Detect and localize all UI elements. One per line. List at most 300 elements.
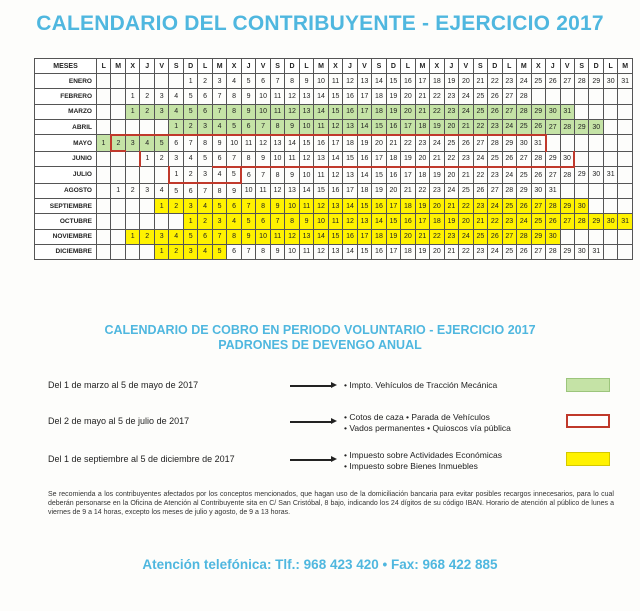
day-cell: 2 [125, 183, 139, 199]
weekday-header: V [459, 59, 473, 74]
day-cell: 15 [357, 244, 371, 259]
day-cell: 17 [415, 214, 429, 229]
legend-swatch-red-outline [566, 414, 610, 428]
day-cell: 16 [328, 183, 342, 199]
day-cell: 8 [227, 89, 241, 104]
day-cell: 9 [227, 183, 241, 199]
empty-cell [603, 183, 617, 199]
weekday-header: L [603, 59, 617, 74]
day-cell: 13 [343, 167, 357, 183]
weekday-header: D [183, 59, 197, 74]
empty-cell [140, 74, 154, 89]
day-cell: 5 [212, 199, 226, 214]
subtitle-line-2: PADRONES DE DEVENGO ANUAL [218, 338, 422, 352]
day-cell: 11 [256, 183, 270, 199]
day-cell: 11 [270, 229, 284, 244]
day-cell: 7 [212, 229, 226, 244]
schedule-range: Del 2 de mayo al 5 de julio de 2017 [48, 416, 190, 426]
day-cell: 10 [270, 151, 284, 167]
day-cell: 3 [125, 135, 139, 151]
day-cell: 16 [357, 151, 371, 167]
day-cell: 27 [488, 183, 502, 199]
day-cell: 17 [328, 135, 342, 151]
day-cell: 24 [502, 167, 516, 183]
day-cell: 7 [270, 74, 284, 89]
day-cell: 7 [241, 199, 255, 214]
day-cell: 16 [314, 135, 328, 151]
day-cell: 18 [430, 214, 444, 229]
day-cell: 19 [430, 119, 444, 135]
day-cell: 9 [270, 199, 284, 214]
day-cell: 15 [328, 89, 342, 104]
day-cell: 2 [154, 151, 168, 167]
empty-cell [546, 135, 560, 151]
day-cell: 7 [256, 119, 270, 135]
arrow-right-icon [290, 459, 332, 461]
empty-cell [125, 119, 139, 135]
empty-cell [111, 167, 125, 183]
day-cell: 5 [183, 229, 197, 244]
day-cell: 14 [314, 229, 328, 244]
weekday-header: S [169, 59, 183, 74]
month-row [35, 229, 633, 244]
day-cell: 26 [546, 214, 560, 229]
day-cell: 19 [386, 104, 400, 119]
month-row [35, 167, 633, 183]
day-cell: 28 [560, 119, 574, 135]
day-cell: 4 [169, 104, 183, 119]
day-cell: 26 [502, 151, 516, 167]
weekday-header: M [517, 59, 531, 74]
schedule-range: Del 1 de marzo al 5 de mayo de 2017 [48, 380, 199, 390]
month-row [35, 151, 633, 167]
day-cell: 14 [314, 104, 328, 119]
day-cell: 24 [488, 244, 502, 259]
day-cell: 15 [314, 183, 328, 199]
month-name: JULIO [35, 167, 97, 183]
month-name: MARZO [35, 104, 97, 119]
day-cell: 10 [314, 74, 328, 89]
day-cell: 17 [372, 151, 386, 167]
day-cell: 20 [401, 89, 415, 104]
day-cell: 14 [343, 199, 357, 214]
schedule-row-hunting [0, 412, 640, 456]
day-cell: 18 [386, 151, 400, 167]
day-cell: 1 [183, 214, 197, 229]
day-cell: 3 [154, 229, 168, 244]
day-cell: 3 [140, 183, 154, 199]
day-cell: 11 [314, 119, 328, 135]
month-row [35, 104, 633, 119]
day-cell: 17 [357, 104, 371, 119]
day-cell: 15 [386, 74, 400, 89]
day-cell: 14 [357, 119, 371, 135]
weekday-header: V [256, 59, 270, 74]
contact-phone-fax: Atención telefónica: Tlf.: 968 423 420 • Fax: 968 422 885 [142, 557, 498, 572]
empty-cell [111, 89, 125, 104]
day-cell: 7 [227, 151, 241, 167]
empty-cell [154, 214, 168, 229]
day-cell: 15 [299, 135, 313, 151]
day-cell: 5 [183, 89, 197, 104]
day-cell: 11 [328, 74, 342, 89]
day-cell: 17 [401, 167, 415, 183]
schedule-item: • Impuesto sobre Bienes Inmuebles [344, 461, 478, 471]
day-cell: 25 [444, 135, 458, 151]
empty-cell [97, 244, 111, 259]
month-name: SEPTIEMBRE [35, 199, 97, 214]
weekday-header: V [357, 59, 371, 74]
day-cell: 9 [241, 104, 255, 119]
empty-cell [574, 151, 588, 167]
day-cell: 19 [386, 229, 400, 244]
weekday-header: X [328, 59, 342, 74]
day-cell: 6 [198, 89, 212, 104]
empty-cell [97, 119, 111, 135]
day-cell: 8 [256, 199, 270, 214]
day-cell: 2 [111, 135, 125, 151]
weekday-header: M [618, 59, 632, 74]
weekday-header: L [97, 59, 111, 74]
month-name: NOVIEMBRE [35, 229, 97, 244]
day-cell: 11 [270, 89, 284, 104]
day-cell: 23 [473, 244, 487, 259]
day-cell: 9 [285, 167, 299, 183]
day-cell: 18 [401, 244, 415, 259]
empty-cell [574, 183, 588, 199]
day-cell: 31 [618, 214, 632, 229]
empty-cell [140, 119, 154, 135]
day-cell: 6 [256, 74, 270, 89]
day-cell: 5 [212, 244, 226, 259]
empty-cell [125, 151, 139, 167]
day-cell: 8 [270, 167, 284, 183]
empty-cell [97, 214, 111, 229]
day-cell: 25 [531, 214, 545, 229]
day-cell: 9 [285, 119, 299, 135]
month-row [35, 244, 633, 259]
day-cell: 27 [560, 74, 574, 89]
day-cell: 30 [546, 104, 560, 119]
empty-cell [140, 167, 154, 183]
day-cell: 27 [560, 214, 574, 229]
day-cell: 2 [183, 167, 197, 183]
day-cell: 19 [415, 244, 429, 259]
day-cell: 30 [546, 229, 560, 244]
day-cell: 16 [372, 199, 386, 214]
day-cell: 28 [546, 199, 560, 214]
day-cell: 16 [401, 214, 415, 229]
day-cell: 23 [502, 74, 516, 89]
day-cell: 20 [444, 119, 458, 135]
weekday-header: J [140, 59, 154, 74]
day-cell: 20 [459, 74, 473, 89]
legend-swatch-yellow [566, 452, 610, 466]
day-cell: 20 [401, 104, 415, 119]
day-cell: 4 [183, 151, 197, 167]
day-cell: 6 [241, 119, 255, 135]
day-cell: 6 [198, 229, 212, 244]
day-cell: 30 [517, 135, 531, 151]
day-cell: 31 [531, 135, 545, 151]
weekday-header: X [125, 59, 139, 74]
schedule-item: • Impto. Vehículos de Tracción Mecánica [344, 380, 498, 390]
day-cell: 16 [343, 229, 357, 244]
empty-cell [140, 244, 154, 259]
day-cell: 27 [502, 104, 516, 119]
empty-cell [603, 119, 617, 135]
weekday-header: J [546, 59, 560, 74]
day-cell: 19 [401, 151, 415, 167]
month-row [35, 119, 633, 135]
day-cell: 26 [459, 135, 473, 151]
day-cell: 20 [386, 183, 400, 199]
day-cell: 16 [386, 119, 400, 135]
empty-cell [111, 74, 125, 89]
day-cell: 26 [488, 104, 502, 119]
empty-cell [589, 89, 603, 104]
day-cell: 8 [212, 183, 226, 199]
day-cell: 15 [328, 104, 342, 119]
page-title: CALENDARIO DEL CONTRIBUYENTE - EJERCICIO 2017 [36, 12, 604, 35]
day-cell: 22 [473, 167, 487, 183]
day-cell: 2 [198, 74, 212, 89]
day-cell: 19 [357, 135, 371, 151]
day-cell: 7 [212, 89, 226, 104]
day-cell: 18 [415, 167, 429, 183]
day-cell: 30 [574, 199, 588, 214]
empty-cell [560, 89, 574, 104]
day-cell: 21 [473, 214, 487, 229]
day-cell: 9 [299, 214, 313, 229]
day-cell: 26 [488, 229, 502, 244]
day-cell: 1 [125, 89, 139, 104]
day-cell: 29 [574, 119, 588, 135]
day-cell: 12 [314, 199, 328, 214]
empty-cell [169, 214, 183, 229]
day-cell: 3 [198, 119, 212, 135]
day-cell: 3 [169, 151, 183, 167]
day-cell: 29 [531, 229, 545, 244]
day-cell: 27 [546, 167, 560, 183]
day-cell: 24 [444, 183, 458, 199]
day-cell: 7 [256, 167, 270, 183]
day-cell: 26 [488, 89, 502, 104]
month-name: AGOSTO [35, 183, 97, 199]
day-cell: 23 [488, 167, 502, 183]
day-cell: 29 [560, 244, 574, 259]
day-cell: 27 [531, 199, 545, 214]
schedule-item: • Cotos de caza • Parada de Vehículos [344, 412, 490, 422]
day-cell: 17 [386, 199, 400, 214]
empty-cell [589, 199, 603, 214]
weekday-header: D [488, 59, 502, 74]
day-cell: 30 [574, 244, 588, 259]
day-cell: 26 [517, 244, 531, 259]
day-cell: 8 [227, 104, 241, 119]
weekday-header: M [111, 59, 125, 74]
day-cell: 10 [256, 89, 270, 104]
day-cell: 8 [241, 151, 255, 167]
day-cell: 4 [154, 183, 168, 199]
day-cell: 3 [183, 244, 197, 259]
day-cell: 25 [502, 244, 516, 259]
empty-cell [125, 74, 139, 89]
day-cell: 22 [430, 104, 444, 119]
day-cell: 6 [169, 135, 183, 151]
empty-cell [618, 135, 632, 151]
empty-cell [111, 119, 125, 135]
day-cell: 12 [343, 214, 357, 229]
day-cell: 7 [270, 214, 284, 229]
month-name: ABRIL [35, 119, 97, 135]
day-cell: 12 [343, 74, 357, 89]
day-cell: 23 [473, 199, 487, 214]
day-cell: 22 [488, 214, 502, 229]
empty-cell [97, 151, 111, 167]
day-cell: 19 [430, 167, 444, 183]
weekday-header: S [270, 59, 284, 74]
empty-cell [97, 167, 111, 183]
weekday-header: M [212, 59, 226, 74]
day-cell: 27 [502, 89, 516, 104]
arrow-right-icon [290, 385, 332, 387]
day-cell: 5 [183, 104, 197, 119]
empty-cell [111, 229, 125, 244]
day-cell: 23 [488, 119, 502, 135]
day-cell: 13 [270, 135, 284, 151]
day-cell: 3 [154, 104, 168, 119]
day-cell: 18 [343, 135, 357, 151]
day-cell: 11 [299, 244, 313, 259]
day-cell: 11 [328, 214, 342, 229]
day-cell: 17 [357, 89, 371, 104]
day-cell: 28 [560, 167, 574, 183]
day-cell: 21 [473, 74, 487, 89]
schedule-range: Del 1 de septiembre al 5 de diciembre de 2017 [48, 454, 235, 464]
calendar-header-row [35, 59, 633, 74]
day-cell: 4 [169, 89, 183, 104]
day-cell: 21 [415, 89, 429, 104]
day-cell: 30 [531, 183, 545, 199]
weekday-header: M [415, 59, 429, 74]
day-cell: 20 [444, 167, 458, 183]
day-cell: 8 [285, 214, 299, 229]
day-cell: 1 [154, 199, 168, 214]
day-cell: 15 [343, 151, 357, 167]
month-row [35, 74, 633, 89]
recommendation-note: Se recomienda a los contribuyentes afectados por los conceptos mencionados, que hagan uso de la domiciliación bancaria para evitar posibles recargos innecesarios, para lo cual deberán personarse en la Oficina de Atención al Contribuyente sita en C/ San Cristóbal, 8 bajo, indicando los 24 dígitos de su código IBAN. Horario de atención al público de lunes a viernes de 9 a 14 horas, excepto los meses de julio y agosto, de 9 a 13 horas. [48, 491, 614, 516]
day-cell: 11 [314, 167, 328, 183]
empty-cell [574, 229, 588, 244]
day-cell: 6 [212, 151, 226, 167]
day-cell: 14 [314, 89, 328, 104]
empty-cell [154, 167, 168, 183]
day-cell: 28 [531, 151, 545, 167]
day-cell: 23 [502, 214, 516, 229]
empty-cell [574, 89, 588, 104]
weekday-header: V [560, 59, 574, 74]
empty-cell [618, 104, 632, 119]
day-cell: 16 [401, 74, 415, 89]
weekday-header: D [589, 59, 603, 74]
month-row [35, 199, 633, 214]
day-cell: 20 [372, 135, 386, 151]
day-cell: 25 [488, 151, 502, 167]
day-cell: 12 [270, 183, 284, 199]
month-row [35, 214, 633, 229]
day-cell: 13 [285, 183, 299, 199]
empty-cell [169, 74, 183, 89]
day-cell: 28 [574, 214, 588, 229]
day-cell: 12 [285, 229, 299, 244]
day-cell: 31 [618, 74, 632, 89]
day-cell: 7 [183, 135, 197, 151]
empty-cell [125, 167, 139, 183]
day-cell: 2 [140, 104, 154, 119]
empty-cell [154, 74, 168, 89]
day-cell: 29 [502, 135, 516, 151]
day-cell: 24 [488, 199, 502, 214]
day-cell: 10 [285, 244, 299, 259]
day-cell: 1 [125, 229, 139, 244]
empty-cell [125, 244, 139, 259]
day-cell: 28 [517, 104, 531, 119]
day-cell: 6 [256, 214, 270, 229]
day-cell: 13 [299, 229, 313, 244]
weekday-header: M [314, 59, 328, 74]
day-cell: 3 [154, 89, 168, 104]
day-cell: 18 [372, 104, 386, 119]
empty-cell [97, 74, 111, 89]
empty-cell [140, 214, 154, 229]
month-name: MAYO [35, 135, 97, 151]
empty-cell [603, 89, 617, 104]
day-cell: 4 [169, 229, 183, 244]
day-cell: 12 [299, 151, 313, 167]
empty-cell [97, 183, 111, 199]
day-cell: 23 [459, 151, 473, 167]
empty-cell [560, 135, 574, 151]
weekday-header: S [372, 59, 386, 74]
day-cell: 26 [473, 183, 487, 199]
day-cell: 22 [401, 135, 415, 151]
day-cell: 8 [198, 135, 212, 151]
empty-cell [140, 199, 154, 214]
day-cell: 27 [502, 229, 516, 244]
day-cell: 4 [140, 135, 154, 151]
day-cell: 2 [198, 214, 212, 229]
empty-cell [125, 214, 139, 229]
day-cell: 31 [589, 244, 603, 259]
empty-cell [560, 229, 574, 244]
day-cell: 30 [603, 74, 617, 89]
day-cell: 18 [372, 229, 386, 244]
day-cell: 22 [430, 229, 444, 244]
day-cell: 7 [212, 104, 226, 119]
day-cell: 23 [444, 104, 458, 119]
day-cell: 26 [531, 119, 545, 135]
day-cell: 1 [169, 119, 183, 135]
day-cell: 16 [343, 89, 357, 104]
day-cell: 25 [531, 74, 545, 89]
day-cell: 14 [372, 214, 386, 229]
day-cell: 18 [372, 89, 386, 104]
weekday-header: X [430, 59, 444, 74]
day-cell: 21 [444, 199, 458, 214]
day-cell: 13 [299, 104, 313, 119]
day-cell: 13 [357, 214, 371, 229]
